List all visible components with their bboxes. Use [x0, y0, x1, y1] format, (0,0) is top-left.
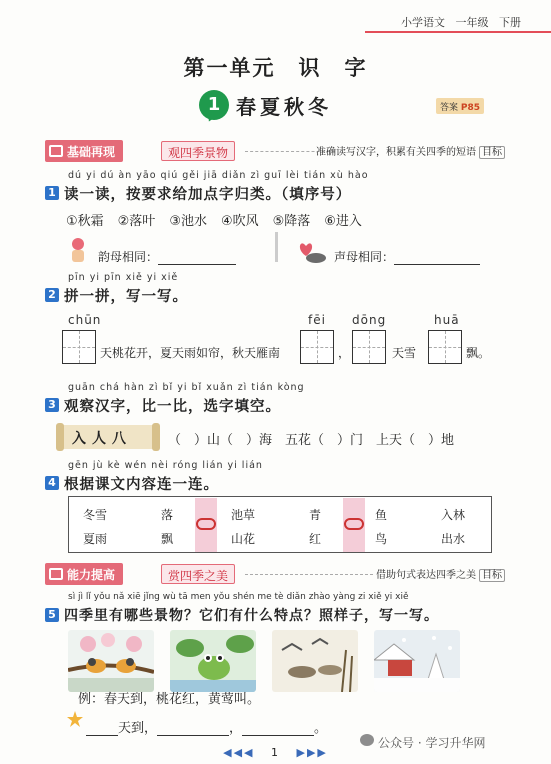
section-advanced-goal: 借助句式表达四季之美 目标: [376, 566, 505, 581]
q2-sentence-4: 飘。: [466, 346, 491, 360]
q2-number: 2: [45, 288, 59, 302]
q1-pinyin: dú yi dú àn yāo qiú gěi jiā diǎn zì guī lèi tián xù hào: [68, 170, 369, 181]
q1-initial-row: [334, 248, 480, 265]
header-subject: 小学语文: [401, 16, 445, 29]
lesson-number-badge: 1: [199, 90, 229, 120]
section-basic-label: 基础再现: [45, 140, 123, 162]
goal-tag: 目标: [479, 569, 505, 582]
heart-hands-icon: [298, 236, 328, 264]
match-item[interactable]: 冬雪: [83, 508, 108, 522]
section-advanced-label: 能力提高: [45, 563, 123, 585]
q1-initial-blank[interactable]: [394, 251, 480, 265]
q1-question: 读一读，按要求给加点字归类。（填序号）: [64, 187, 352, 203]
q2-sentence-1: 天桃花开，夏天雨如帘，秋天雁南: [100, 346, 281, 360]
q2-pinyin-dong: dōng: [352, 313, 387, 327]
q1-option: ④吹风: [220, 214, 259, 229]
q3-char-scroll: [60, 425, 156, 449]
q2-comma: ，: [338, 346, 351, 360]
page-header: [401, 14, 521, 30]
book-icon: [49, 568, 63, 580]
goal-tag: 目标: [479, 146, 505, 159]
header-volume: 下册: [499, 16, 521, 29]
dotted-leader: [245, 574, 373, 575]
ribbon-knot-icon: [196, 518, 216, 530]
match-item[interactable]: 红: [309, 532, 322, 546]
q1-option: ⑥进入: [324, 214, 362, 229]
scroll-right-end: [152, 423, 160, 451]
header-grade: 一年级: [455, 16, 489, 29]
match-item[interactable]: 飘: [161, 532, 174, 546]
section-basic-goal: 准确读写汉字，积累有关四季的短语 目标: [316, 143, 505, 158]
q2-pinyin-fei: fēi: [308, 313, 326, 327]
q2-char-box-2[interactable]: [300, 330, 334, 364]
q2-char-box-3[interactable]: [352, 330, 386, 364]
star-icon: [66, 710, 84, 728]
match-item[interactable]: 山花: [231, 532, 256, 546]
q1-divider: [275, 232, 278, 262]
page-next-arrows[interactable]: ▶▶▶: [296, 746, 328, 759]
q5-example: 例：春天到，桃花红，黄莺叫。: [78, 692, 261, 707]
q1-option: ⑤降落: [272, 214, 311, 229]
wechat-icon: [360, 734, 374, 746]
q2-char-box-1[interactable]: [62, 330, 96, 364]
section-advanced-sub: 赏四季之美: [161, 564, 235, 584]
match-item[interactable]: 出水: [441, 532, 466, 546]
answer-page-tag[interactable]: [436, 98, 484, 114]
q5-number: 5: [45, 608, 59, 622]
autumn-geese-picture: [272, 630, 358, 692]
book-icon: [49, 145, 63, 157]
match-item[interactable]: 鸟: [375, 532, 388, 546]
match-item[interactable]: 夏雨: [83, 532, 108, 546]
section-advanced-header: [45, 563, 505, 585]
match-item[interactable]: 落: [161, 508, 174, 522]
q2-pinyin-chun: chūn: [68, 313, 102, 327]
q1-number: 1: [45, 186, 59, 200]
q1-option: ①秋霜: [66, 214, 104, 229]
ribbon-knot-icon: [344, 518, 364, 530]
q2-question: 拼一拼，写一写。: [64, 289, 188, 305]
answer-label: 答案: [440, 103, 459, 113]
q1-options: [66, 210, 376, 229]
q3-scroll-chars: 入人八: [72, 431, 132, 447]
page-prev-arrows[interactable]: ◀◀◀: [223, 746, 255, 759]
winter-snow-picture: [374, 630, 460, 692]
match-item[interactable]: 青: [309, 508, 322, 522]
q5-question: 四季里有哪些景物？它们有什么特点？照样子，写一写。: [64, 608, 439, 624]
scroll-left-end: [56, 423, 64, 451]
watermark: 公众号 · 学习升华网: [378, 736, 486, 750]
q2-sentence-3: 天雪: [392, 346, 417, 360]
unit-title: 第一单元 识 字: [183, 55, 368, 80]
match-item[interactable]: 鱼: [375, 508, 388, 522]
q2-pinyin-hua: huā: [434, 313, 460, 327]
q4-match-box: [68, 496, 492, 553]
q3-pinyin: guān chá hàn zì bǐ yi bǐ xuǎn zì tián kòng: [68, 382, 305, 393]
q1-option: ③池水: [169, 214, 207, 229]
q4-question: 根据课文内容连一连。: [64, 477, 219, 493]
spring-birds-picture: [68, 630, 154, 692]
q2-pinyin: pīn yi pīn xiě yi xiě: [68, 272, 179, 283]
page-number: 1: [271, 746, 280, 759]
q1-rhyme-label: 韵母相同：: [98, 250, 159, 264]
q3-number: 3: [45, 398, 59, 412]
q5-answer-line: 天到， ， 。: [86, 717, 327, 736]
q5-blank-season[interactable]: [86, 722, 118, 736]
q1-rhyme-row: [98, 248, 236, 265]
match-item[interactable]: 入林: [441, 508, 466, 522]
q3-fill-row[interactable]: （ ）山（ ）海 五花（ ）门 上天（ ）地: [168, 433, 455, 448]
match-item[interactable]: 池草: [231, 508, 256, 522]
q3-question: 观察汉字，比一比，选字填空。: [64, 399, 281, 415]
header-divider: [365, 31, 551, 33]
summer-frog-picture: [170, 630, 256, 692]
q4-number: 4: [45, 476, 59, 490]
section-basic-sub: 观四季景物: [161, 141, 235, 161]
q5-blank-3[interactable]: [242, 722, 314, 736]
hand-icon: [64, 236, 92, 264]
answer-page: P85: [460, 103, 481, 113]
q2-char-box-4[interactable]: [428, 330, 462, 364]
q1-initial-label: 声母相同：: [334, 250, 395, 264]
q5-pinyin: sì jì lǐ yǒu nǎ xiē jǐng wù tā men yǒu shén me tè diǎn zhào yàng zi xiě yi xiě: [68, 592, 409, 602]
section-basic-header: [45, 140, 505, 162]
q1-rhyme-blank[interactable]: [158, 251, 236, 265]
q5-blank-2[interactable]: [157, 722, 229, 736]
lesson-title: 春夏秋冬: [236, 95, 332, 119]
q1-option: ②落叶: [117, 214, 156, 229]
q4-pinyin: gēn jù kè wén nèi róng lián yi lián: [68, 460, 263, 471]
